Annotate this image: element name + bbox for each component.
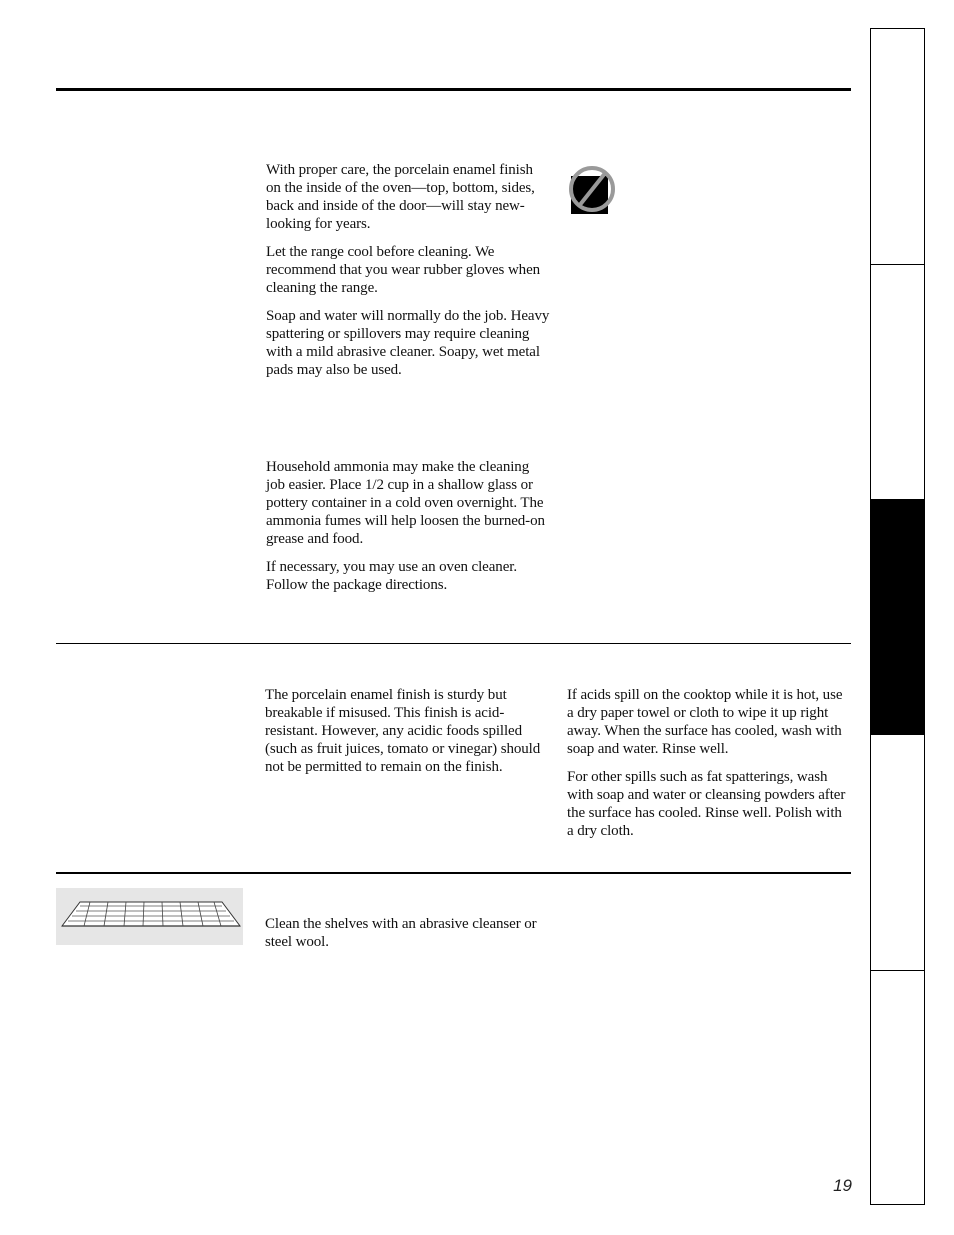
cooktop-text-right <box>567 686 852 850</box>
paragraph: If acids spill on the cooktop while it is hot, use a dry paper towel or cloth to wipe it up right away. When the surface has cooled, wash with soap and water. Rinse well. <box>567 687 843 757</box>
paragraph: Soap and water will normally do the job. Heavy spattering or spillovers may require cleaning with a mild abrasive cleaner. Soapy, wet metal pads may also be used. <box>266 308 550 378</box>
paragraph: With proper care, the porcelain enamel finish on the inside of the oven—top, bottom, sides, back and inside of the door—will stay new-looking for years. <box>266 162 535 232</box>
paragraph: For other spills such as fat spatterings, wash with soap and water or cleansing powders after the surface has cooled. Rinse well. Polish with a dry cloth. <box>567 769 846 839</box>
page-number: 19 <box>833 1176 852 1195</box>
tab-care-cleaning-active[interactable] <box>871 499 924 735</box>
oven-interior-text-bottom <box>266 458 551 604</box>
paragraph: Let the range cool before cleaning. We recommend that you wear rubber gloves when cleaning the range. <box>266 244 541 296</box>
tab-consumer-support[interactable] <box>871 971 924 1204</box>
tab-operating[interactable] <box>871 265 924 499</box>
shelves-text <box>265 915 550 961</box>
tab-troubleshooting[interactable] <box>871 735 924 970</box>
tab-safety[interactable] <box>871 29 924 264</box>
section-tabs-sidebar <box>870 28 925 1205</box>
paragraph: Clean the shelves with an abrasive cleanser or steel wool. <box>265 916 537 950</box>
oven-shelf-illustration <box>56 888 243 945</box>
section-divider <box>56 872 851 874</box>
oven-shelf-icon <box>56 888 243 945</box>
paragraph: The porcelain enamel finish is sturdy but breakable if misused. This finish is acid-resistant. However, any acidic foods spilled (such as fruit juices, tomato or vinegar) should not be permitted to remain on the finish. <box>265 687 541 775</box>
prohibited-icon <box>569 162 621 218</box>
paragraph: Household ammonia may make the cleaning job easier. Place 1/2 cup in a shallow glass or pottery container in a cold oven overnight. The ammonia fumes will help loosen the burned-on grease and food. <box>266 459 545 547</box>
oven-interior-text-top <box>266 161 551 389</box>
section-divider <box>56 643 851 644</box>
top-rule <box>56 88 851 91</box>
cooktop-text-left <box>265 686 550 786</box>
paragraph: If necessary, you may use an oven cleaner. Follow the package directions. <box>266 559 517 593</box>
